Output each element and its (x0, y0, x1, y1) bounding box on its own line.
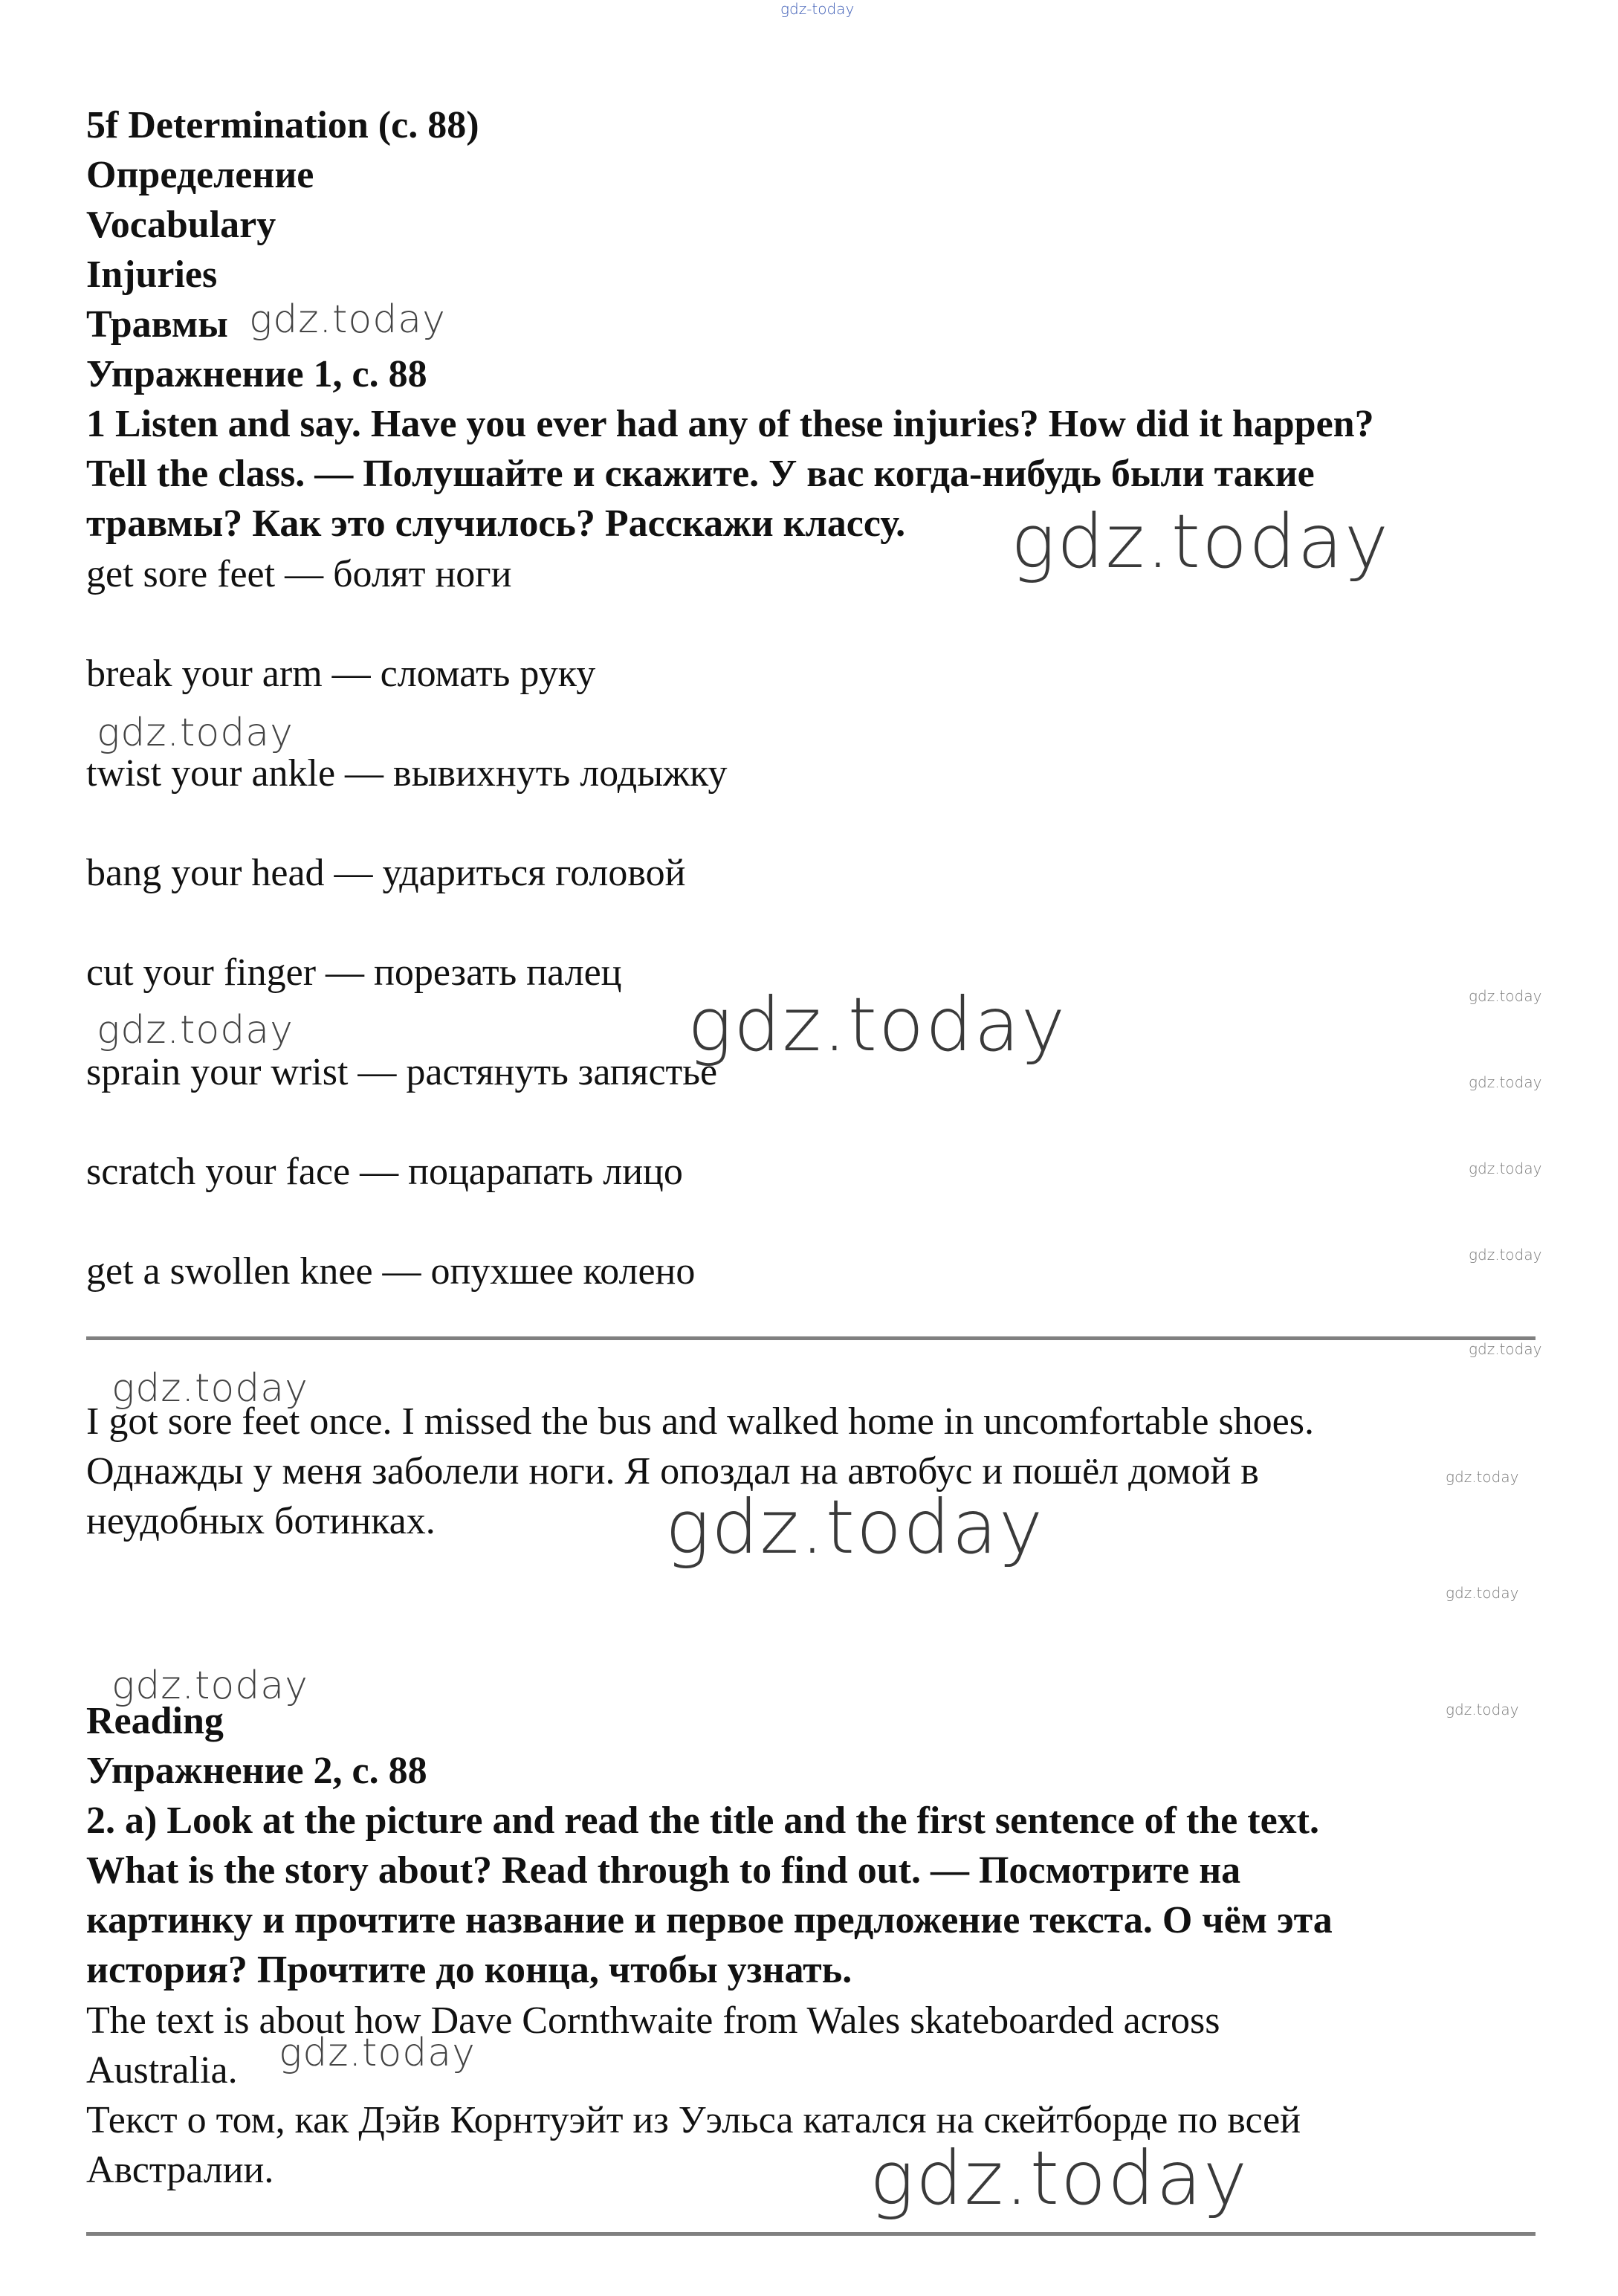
watermark: gdz.today (1469, 1160, 1542, 1177)
watermark: gdz.today (1469, 1246, 1542, 1264)
answer-line: The text is about how Dave Cornthwaite from Wales skateboarded across (86, 1999, 1220, 2042)
watermark: gdz.today (1446, 1584, 1519, 1602)
watermark: gdz.today (687, 981, 1067, 1068)
answer-line: Австралии. (86, 2149, 274, 2191)
section-reading: Reading (86, 1700, 224, 1742)
exercise1-task-line: травмы? Как это случилось? Расскажи классу. (86, 502, 906, 545)
watermark: gdz.today (111, 1663, 308, 1708)
exercise2-task-line: What is the story about? Read through to find out. — Посмотрите на (86, 1849, 1241, 1892)
vocab-item: get a swollen knee — опухшее колено (86, 1250, 696, 1293)
watermark: gdz.today (97, 1008, 294, 1052)
vocab-item: break your arm — сломать руку (86, 653, 596, 695)
vocab-item: sprain your wrist — растянуть запястье (86, 1051, 718, 1093)
exercise1-task-line: 1 Listen and say. Have you ever had any of these injuries? How did it happen? (86, 403, 1374, 445)
vocab-item: get sore feet — болят ноги (86, 553, 512, 595)
watermark: gdz.today (1446, 1468, 1519, 1486)
vocab-item: bang your head — удариться головой (86, 852, 686, 894)
topic-heading-ru: Травмы (86, 303, 228, 346)
exercise2-task-line: 2. a) Look at the picture and read the title and the first sentence of the text. (86, 1799, 1319, 1842)
answer-line: неудобных ботинках. (86, 1500, 436, 1542)
watermark: gdz.today (279, 2031, 476, 2075)
page-title: 5f Determination (с. 88) (86, 104, 479, 146)
watermark: gdz.today (97, 711, 294, 755)
divider (86, 1336, 1536, 1340)
watermark-top: gdz-today (780, 0, 855, 18)
section-vocabulary: Vocabulary (86, 204, 276, 246)
answer-line: Australia. (86, 2049, 238, 2092)
answer-line: Текст о том, как Дэйв Корнтуэйт из Уэльса катался на скейтборде по всей (86, 2099, 1301, 2141)
watermark: gdz.today (249, 297, 446, 342)
answer-line: I got sore feet once. I missed the bus and walked home in uncomfortable shoes. (86, 1400, 1314, 1443)
watermark: gdz.today (1469, 1073, 1542, 1091)
exercise2-task-line: история? Прочтите до конца, чтобы узнать. (86, 1949, 852, 1991)
divider (86, 2232, 1536, 2236)
exercise2-heading: Упражнение 2, с. 88 (86, 1750, 427, 1792)
watermark: gdz.today (870, 2135, 1249, 2222)
watermark: gdz.today (1469, 987, 1542, 1005)
watermark: gdz.today (665, 1484, 1045, 1571)
watermark: gdz.today (111, 1366, 308, 1411)
topic-heading: Injuries (86, 253, 218, 296)
vocab-item: cut your finger — порезать палец (86, 951, 622, 994)
watermark: gdz.today (1011, 498, 1391, 585)
exercise2-task-line: картинку и прочтите название и первое предложение текста. О чём эта (86, 1899, 1333, 1941)
exercise1-heading: Упражнение 1, с. 88 (86, 353, 427, 395)
vocab-item: twist your ankle — вывихнуть лодыжку (86, 752, 728, 795)
answer-line: Однажды у меня заболели ноги. Я опоздал на автобус и пошёл домой в (86, 1450, 1259, 1493)
vocab-item: scratch your face — поцарапать лицо (86, 1151, 683, 1193)
page-title-ru: Определение (86, 154, 314, 196)
exercise1-task-line: Tell the class. — Полушайте и скажите. У вас когда-нибудь были такие (86, 453, 1315, 495)
watermark: gdz.today (1469, 1340, 1542, 1358)
watermark: gdz.today (1446, 1701, 1519, 1718)
